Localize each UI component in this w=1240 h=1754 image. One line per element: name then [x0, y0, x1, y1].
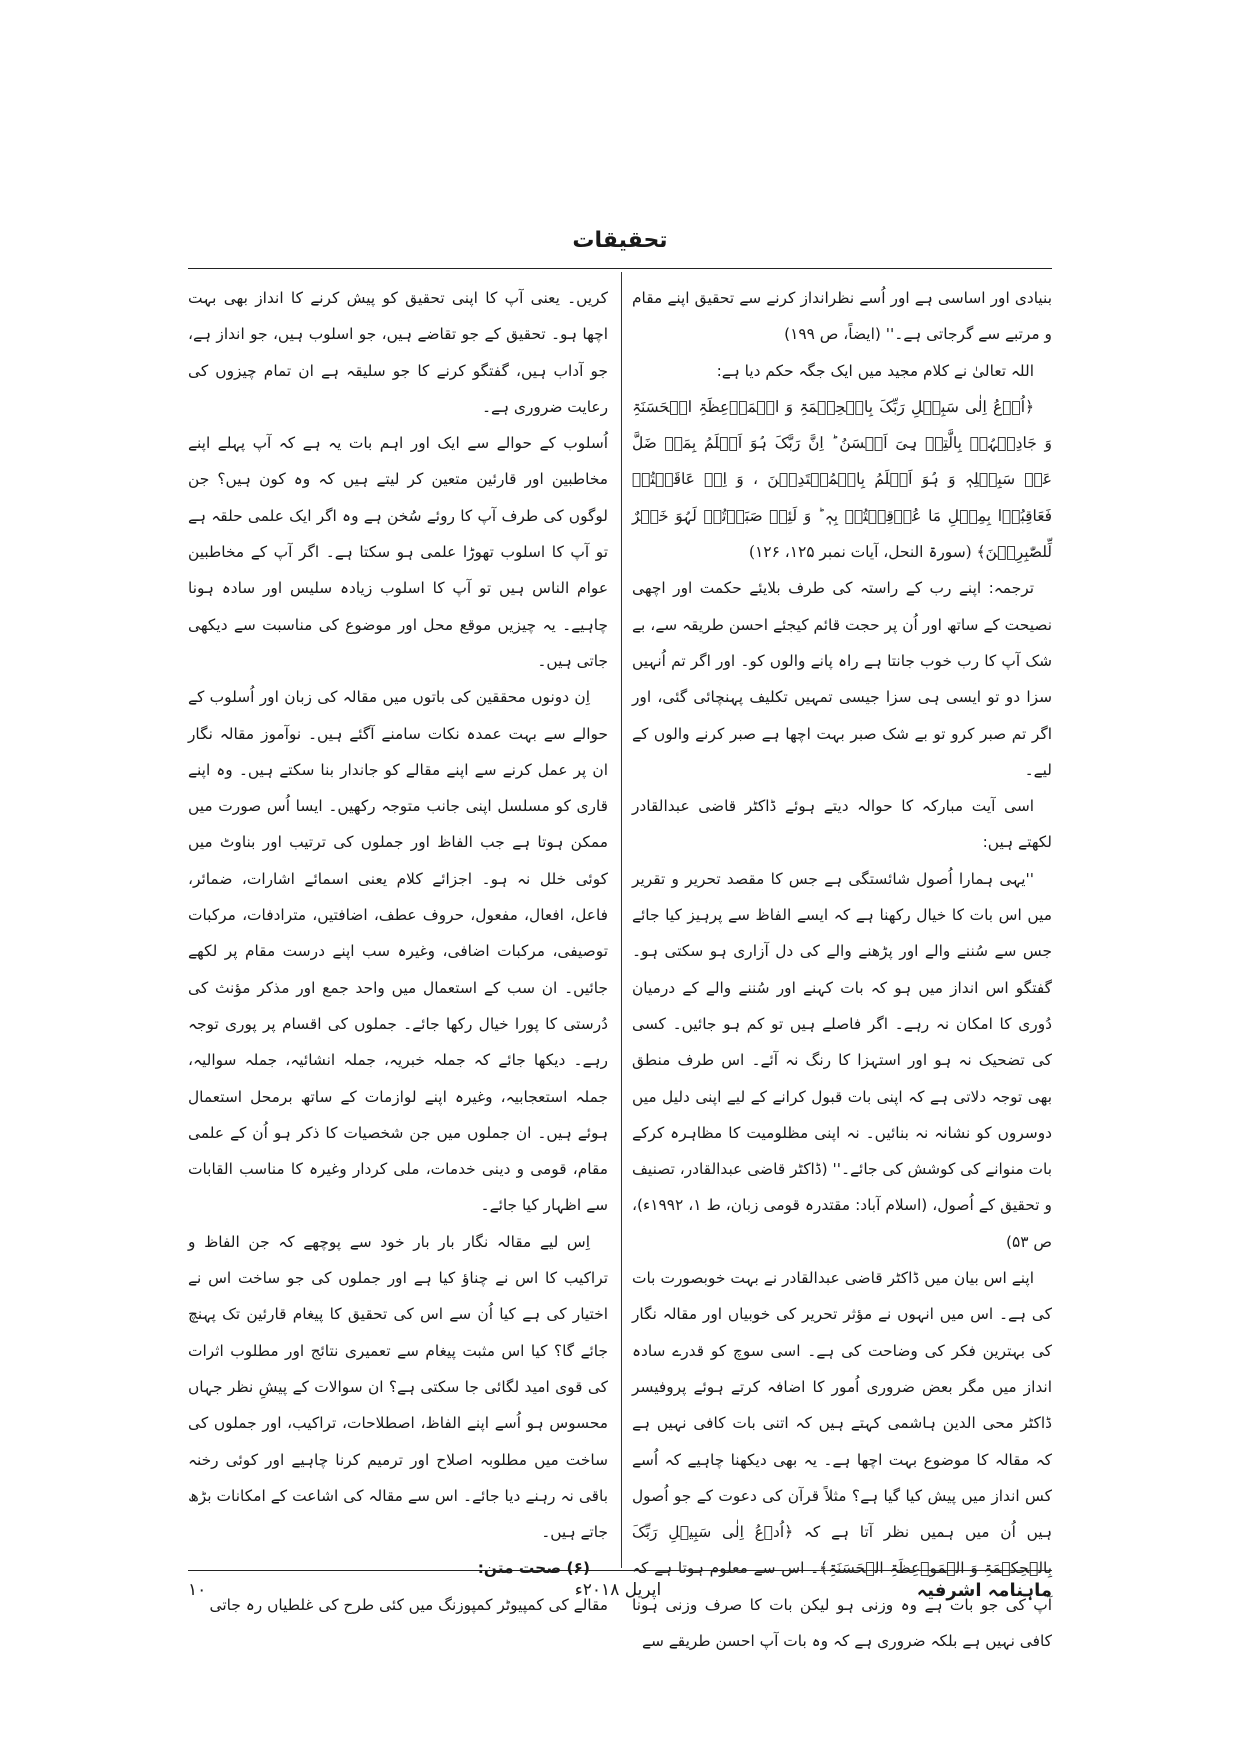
paragraph: اُسلوب کے حوالے سے ایک اور اہم بات یہ ہے کہ آپ پہلے اپنے مخاطبین اور قارئین متعین کر لیتے ہیں کہ وہ کون ہیں؟ جن لوگوں کی طرف آپ کا روئے سُخن ہے وہ اگر ایک علمی حلقہ ہے تو آپ کا اسلوب تھوڑا علمی ہو سکتا ہے۔ اگر آپ کے مخاطبین عوام الناس ہیں تو آپ کا اسلوب زیادہ سلیس اور سادہ ہونا چاہیے۔ یہ چیزیں موقع محل اور موضوع کی مناسبت سے دیکھی جاتی ہیں۔: [188, 434, 608, 670]
header-rule: [188, 268, 1052, 269]
page-footer: [188, 1580, 1052, 1620]
paragraph: اِن دونوں محققین کی باتوں میں مقالہ کی زبان اور اُسلوب کے حوالے سے بہت عمدہ نکات سامنے آگئے ہیں۔ نوآموز مقالہ نگار ان پر عمل کرنے سے اپنے مقالے کو جاندار بنا سکتے ہیں۔ وہ اپنے قاری کو مسلسل اپنی جانب متوجہ رکھیں۔ ایسا اُس صورت میں ممکن ہوتا ہے جب الفاظ اور جملوں کی ترتیب اور بناوٹ میں کوئی خلل نہ ہو۔ اجزائے کلام یعنی اسمائے اشارات، ضمائر، فاعل، افعال، مفعول، حروف عطف، اضافتیں، مترادفات، مرکبات توصیفی، مرکبات اضافی، وغیرہ سب اپنے درست مقام پر لکھے جائیں۔ ان سب کے استعمال میں واحد جمع اور مذکر مؤنث کی دُرستی کا پورا خیال رکھا جائے۔ جملوں کی اقسام پر پوری توجہ رہے۔ دیکھا جائے کہ جملہ خبریہ، جملہ انشائیہ، جملہ سوالیہ، جملہ استعجابیہ، وغیرہ اپنے لوازمات کے ساتھ برمحل استعمال ہوئے ہیں۔ ان جملوں میں جن شخصیات کا ذکر ہو اُن کے علمی مقام، قومی و دینی خدمات، ملی کردار وغیرہ کا مناسب القابات سے اظہار کیا جائے۔: [188, 688, 608, 1215]
paragraph: اسی آیت مبارکہ کا حوالہ دیتے ہوئے ڈاکٹر قاضی عبدالقادر لکھتے ہیں:: [632, 797, 1052, 852]
footer-rule: [188, 1570, 1052, 1571]
page-number: ۱۰: [188, 1580, 207, 1600]
magazine-name: ماہنامہ اشرفیہ: [916, 1580, 1052, 1601]
paragraph: اپنے اس بیان میں ڈاکٹر قاضی عبدالقادر نے بہت خوبصورت بات کی ہے۔ اس میں انہوں نے مؤثر تحریر کی خوبیاں اور مقالہ نگار کی بہترین فکر کی وضاحت کی ہے۔ اسی سوچ کو قدرے سادہ انداز میں مگر بعض ضروری اُمور کا اضافہ کرتے ہوئے پروفیسر ڈاکٹر محی الدین ہاشمی کہتے ہیں کہ اتنی بات کافی نہیں ہے کہ مقالہ کا موضوع بہت اچھا ہے۔ یہ بھی دیکھنا چاہیے کہ اُسے کس انداز میں پیش کیا گیا ہے؟ مثلاً قرآن کی دعوت کے جو اُصول ہیں اُن میں ہمیں نظر آتا ہے کہ ﴿اُدۡعُ اِلٰی سَبِیۡلِ رَبِّکَ بِالۡحِکۡمَۃِ وَ الۡمَوۡعِظَۃِ الۡحَسَنَۃِ﴾۔ اس سے معلوم ہوتا ہے کہ آپ کی جو بات ہے وہ وزنی ہو لیکن بات کا صرف وزنی ہونا کافی نہیں ہے بلکہ ضروری ہے کہ وہ بات آپ احسن طریقے سے: [632, 1269, 1052, 1650]
paragraph: مقالے کی کمپیوٹر کمپوزنگ میں کئی طرح کی غلطیاں رہ جاتی: [209, 1595, 608, 1614]
column-divider: [621, 272, 622, 1568]
quranic-verse: ﴿اُدۡعُ اِلٰی سَبِیۡلِ رَبِّکَ بِالۡحِکۡمَۃِ وَ الۡمَوۡعِظَۃِ الۡحَسَنَۃِ وَ جَادِلۡہُمۡ بِالَّتِیۡ ہِیَ اَحۡسَنُ ؕ اِنَّ رَبَّکَ ہُوَ اَعۡلَمُ بِمَنۡ ضَلَّ عَنۡ سَبِیۡلِہٖ وَ ہُوَ اَعۡلَمُ بِالۡمُہۡتَدِیۡنَ ، وَ اِنۡ عَاقَبۡتُمۡ فَعَاقِبُوۡا بِمِثۡلِ مَا عُوۡقِبۡتُمۡ بِہٖ ؕ وَ لَئِنۡ صَبَرۡتُمۡ لَہُوَ خَیۡرٌ لِّلصّٰبِرِیۡنَ﴾ (سورۃ النحل، آیات نمبر ۱۲۵، ۱۲۶): [632, 397, 1052, 562]
paragraph: ترجمہ: اپنے رب کے راستہ کی طرف بلایئے حکمت اور اچھی نصیحت کے ساتھ اور اُن پر حجت قائم کیجئے احسن طریقہ سے، بے شک آپ کا رب خوب جانتا ہے راہ پانے والوں کو۔ اور اگر تم اُنہیں سزا دو تو ایسی ہی سزا جیسی تمہیں تکلیف پہنچائی گئی، اور اگر تم صبر کرو تو بے شک صبر بہت اچھا ہے صبر کرنے والوں کے لیے۔: [632, 579, 1052, 779]
paragraph: بنیادی اور اساسی ہے اور اُسے نظرانداز کرنے سے تحقیق اپنے مقام و مرتبے سے گرجاتی ہے۔'' (ایضاً، ص ۱۹۹): [632, 289, 1052, 344]
left-column: [188, 280, 608, 1623]
section-heading: (۶) صحت متن:: [477, 1559, 590, 1578]
paragraph: کریں۔ یعنی آپ کا اپنی تحقیق کو پیش کرنے کا انداز بھی بہت اچھا ہو۔ تحقیق کے جو تقاضے ہیں، جو اسلوب ہیں، جو انداز ہے، جو آداب ہیں، گفتگو کرنے کا جو سلیقہ ہے ان تمام چیزوں کی رعایت ضروری ہے۔: [188, 289, 608, 416]
paragraph: اللہ تعالیٰ نے کلام مجید میں ایک جگہ حکم دیا ہے:: [716, 361, 1034, 380]
paragraph: اِس لیے مقالہ نگار بار بار خود سے پوچھے کہ جن الفاظ و تراکیب کا اس نے چناؤ کیا ہے اور جملوں کی جو ساخت اس نے اختیار کی ہے کیا اُن سے اس کی تحقیق کا پیغام قارئین تک پہنچ جائے گا؟ کیا اس مثبت پیغام سے تعمیری نتائج اور مطلوب اثرات کی قوی امید لگائی جا سکتی ہے؟ ان سوالات کے پیشِ نظر جہاں محسوس ہو اُسے اپنے الفاظ، اصطلاحات، تراکیب، اور جملوں کی ساخت میں مطلوبہ اصلاح اور ترمیم کرنا چاہیے اور کوئی رخنہ باقی نہ رہنے دیا جائے۔ اس سے مقالہ کی اشاعت کے امکانات بڑھ جاتے ہیں۔: [188, 1232, 608, 1542]
right-column: [632, 280, 1052, 1659]
page-header: تحقیقات: [572, 228, 668, 253]
issue-date: اپریل ۲۰۱۸ء: [574, 1580, 662, 1600]
quotation: ''یہی ہمارا اُصول شائستگی ہے جس کا مقصد تحریر و تقریر میں اس بات کا خیال رکھنا ہے کہ ایسے الفاظ سے پرہیز کیا جائے جس سے سُننے والے اور پڑھنے والے کی دل آزاری ہو سکتی ہو۔ گفتگو اس انداز میں ہو کہ بات کہنے اور سُننے والے کے درمیان دُوری کا امکان نہ رہے۔ اگر فاصلے ہیں تو کم ہو جائیں۔ کسی کی تضحیک نہ ہو اور استہزا کا رنگ نہ آئے۔ اس طرف منطق بھی توجہ دلاتی ہے کہ اپنی بات قبول کرانے کے لیے اپنی دلیل میں دوسروں کو نشانہ نہ بنائیں۔ نہ اپنی مظلومیت کا مظاہرہ کرکے بات منوانے کی کوشش کی جائے۔'' (ڈاکٹر قاضی عبدالقادر، تصنیف و تحقیق کے اُصول، (اسلام آباد: مقتدرہ قومی زبان، ط ۱، ۱۹۹۲ء)، ص ۵۳): [632, 869, 1052, 1251]
